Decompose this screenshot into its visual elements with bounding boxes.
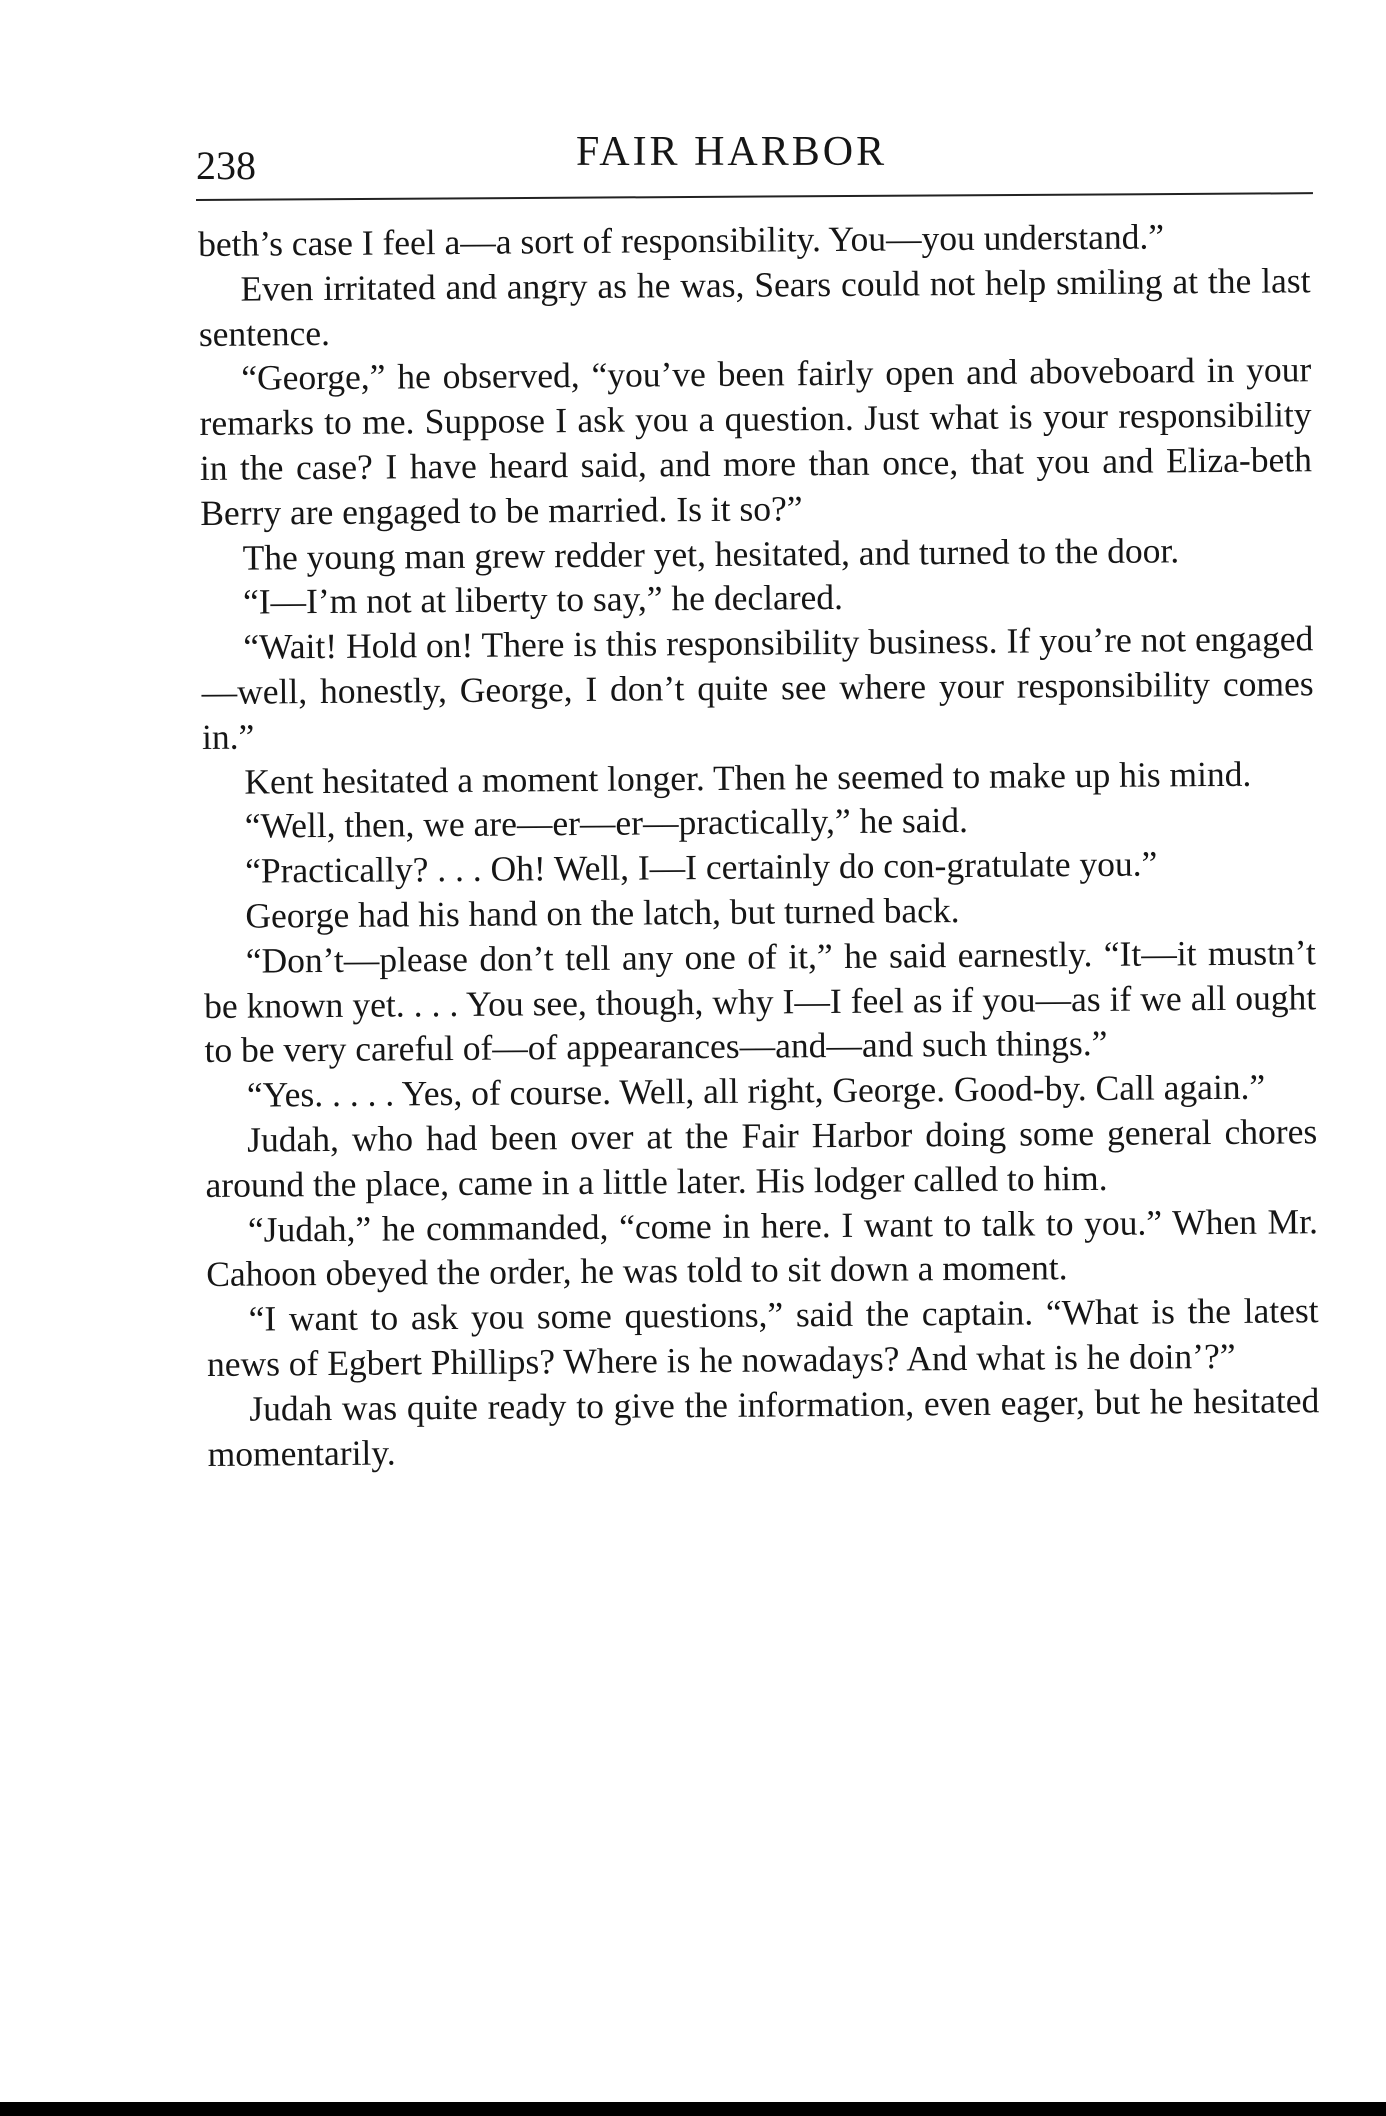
paragraph: “Well, then, we are—er—er—practically,” he said. [244,800,969,847]
paragraph: Kent hesitated a moment longer. Then he seemed to make up his mind. [244,753,1252,802]
running-head: FAIR HARBOR [576,129,888,175]
paragraph: George had his hand on the latch, but turned back. [245,889,960,936]
paragraph: Even irritated and angry as he was, Sears could not help smiling at the last sentence. [198,260,1311,354]
paragraph: The young man grew redder yet, hesitated, and turned to the door. [242,529,1180,578]
scan-bottom-edge [0,2102,1386,2116]
paragraph: “George,” he observed, “you’ve been fairly open and aboveboard in your remarks to me. Suppose I ask you a question. Just what is your responsibility in the case? I have heard said, and more than once, that you and Eliza-beth Berry are engaged to be married. Is it so?” [199,349,1313,533]
body-text [198,213,1320,1476]
paragraph: “Don’t—please don’t tell any one of it,” he said earnestly. “It—it mustn’t be known yet. . . . You see, though, why I—I feel as if you—as if we all ought to be very careful of—of appearances—and—and such things.” [203,931,1317,1071]
paragraph: “Judah,” he commanded, “come in here. I want to talk to you.” When Mr. Cahoon obeyed the order, he was told to sit down a moment. [206,1200,1319,1295]
paragraph: “Wait! Hold on! There is this responsibility business. If you’re not engaged—well, honestly, George, I don’t quite see where your responsibility comes in.” [201,618,1314,757]
page-header [196,128,1312,188]
paragraph: “I—I’m not at liberty to say,” he declared. [242,577,844,623]
paragraph: “Practically? . . . Oh! Well, I—I certainly do con-gratulate you.” [244,843,1158,891]
header-rule [196,192,1313,201]
paragraph: beth’s case I feel a—a sort of responsibility. You—you understand.” [198,216,1165,264]
paragraph: “I want to ask you some questions,” said the captain. “What is the latest news of Egbert Phillips? Where is he nowadays? And what is he doin’?” [206,1290,1319,1384]
paragraph: Judah was quite ready to give the information, even eager, but he hesitated momentarily. [207,1379,1320,1474]
paragraph: Judah, who had been over at the Fair Harbor doing some general chores around the place, came in a little later. His lodger called to him. [205,1111,1318,1205]
page-number: 238 [196,143,256,188]
paragraph: “Yes. . . . . Yes, of course. Well, all right, George. Good-by. Call again.” [246,1066,1266,1115]
